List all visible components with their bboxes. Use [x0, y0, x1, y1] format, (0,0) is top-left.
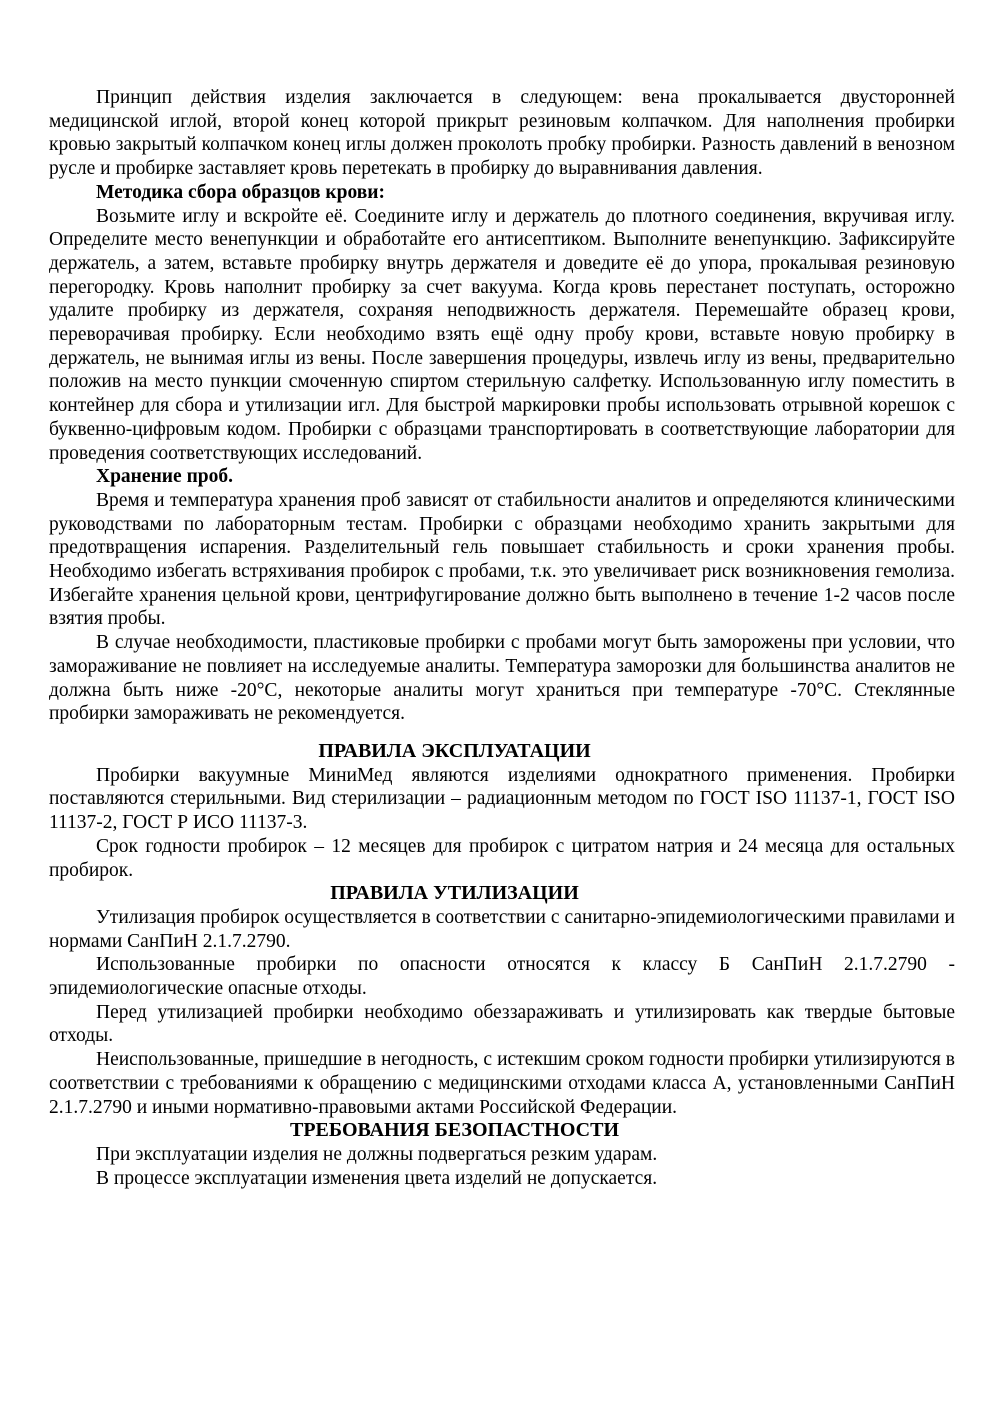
safety-color-change-paragraph: В процессе эксплуатации изменения цвета изделий не допускается.	[96, 1167, 658, 1189]
disposal-unused-paragraph: Неиспользованные, пришедшие в негодность, с истекшим сроком годности пробирки утилизируются в соответствии с требованиями к обращению с медицинскими отходами класса А, установленными СанПиН 2.1.7.2790 и иными нормативно-правовыми актами Российской Федерации.	[49, 1049, 955, 1118]
sample-storage-paragraph: Время и температура хранения проб зависят от стабильности аналитов и определяются клиническими руководствами по лабораторным тестам. Пробирки с образцами необходимо хранить закрытыми для предотвращения испарения. Разделительный гель повышает стабильность и сроки хранения пробы. Необходимо избегать встряхивания пробирок с пробами, т.к. это увеличивает риск возникновения гемолиза. Избегайте хранения цельной крови, центрифугирование должно быть выполнено в течение 1-2 часов после взятия пробы.	[49, 489, 955, 630]
disposal-class-b-paragraph: Использованные пробирки по опасности относятся к классу Б СанПиН 2.1.7.2790 - эпидемиологические опасные отходы.	[49, 954, 955, 1000]
safety-impact-paragraph: При эксплуатации изделия не должны подвергаться резким ударам.	[96, 1143, 658, 1165]
operation-rules-heading: ПРАВИЛА ЭКСПЛУАТАЦИИ	[318, 739, 591, 762]
safety-requirements-heading: ТРЕБОВАНИЯ БЕЗОПАСТНОСТИ	[289, 1119, 620, 1142]
sample-storage-heading: Хранение проб.	[96, 466, 234, 488]
blood-collection-method-heading: Методика сбора образцов крови:	[96, 181, 386, 203]
intro-principle-paragraph: Принцип действия изделия заключается в следующем: вена прокалывается двусторонней медицинской иглой, второй конец которой прикрыт резиновым колпачком. Для наполнения пробирки кровью закрытый колпачком конец иглы должен проколоть пробку пробирки. Разность давлений в венозном русле и пробирке заставляет кровь перетекать в пробирку до выравнивания давления.	[49, 87, 955, 180]
disposal-rules-heading: ПРАВИЛА УТИЛИЗАЦИИ	[330, 882, 579, 905]
shelf-life-paragraph: Срок годности пробирок – 12 месяцев для пробирок с цитратом натрия и 24 месяца для остальных пробирок.	[49, 835, 955, 881]
sample-freezing-paragraph: В случае необходимости, пластиковые пробирки с пробами могут быть заморожены при условии, что замораживание не повлияет на исследуемые аналиты. Температура заморозки для большинства аналитов не должна быть ниже -20°С, некоторые аналиты могут храниться при температуре -70°С. Стеклянные пробирки замораживать не рекомендуется.	[49, 632, 955, 725]
disposal-disinfection-paragraph: Перед утилизацией пробирки необходимо обеззараживать и утилизировать как твердые бытовые отходы.	[49, 1001, 955, 1047]
operation-rules-paragraph: Пробирки вакуумные МиниМед являются изделиями однократного применения. Пробирки поставляются стерильными. Вид стерилизации – радиационным методом по ГОСТ ISO 11137-1, ГОСТ ISO 11137-2, ГОСТ Р ИСО 11137-3.	[49, 764, 955, 834]
disposal-sanpin-paragraph: Утилизация пробирок осуществляется в соответствии с санитарно-эпидемиологическими правилами и нормами СанПиН 2.1.7.2790.	[49, 906, 955, 952]
blood-collection-method-paragraph: Возьмите иглу и вскройте её. Соедините иглу и держатель до плотного соединения, вкручивая иглу. Определите место венепункции и обработайте его антисептиком. Выполните венепункцию. Зафиксируйте держатель, а затем, вставьте пробирку внутрь держателя и доведите её до упора, прокалывая резиновую перегородку. Кровь наполнит пробирку за счет вакуума. Когда кровь перестанет поступать, осторожно удалите пробирку из держателя, сохраняя неподвижность держателя. Перемешайте образец крови, переворачивая пробирку. Если необходимо взять ещё одну пробу крови, вставьте новую пробирку в держатель, не вынимая иглы из вены. После завершения процедуры, извлечь иглу из вены, предварительно положив на место пункции смоченную спиртом стерильную салфетку. Использованную иглу поместить в контейнер для сбора и утилизации игл. Для быстрой маркировки пробы использовать отрывной корешок с буквенно-цифровым кодом. Пробирки с образцами транспортировать в соответствующие лаборатории для проведения соответствующих исследований.	[49, 205, 955, 464]
